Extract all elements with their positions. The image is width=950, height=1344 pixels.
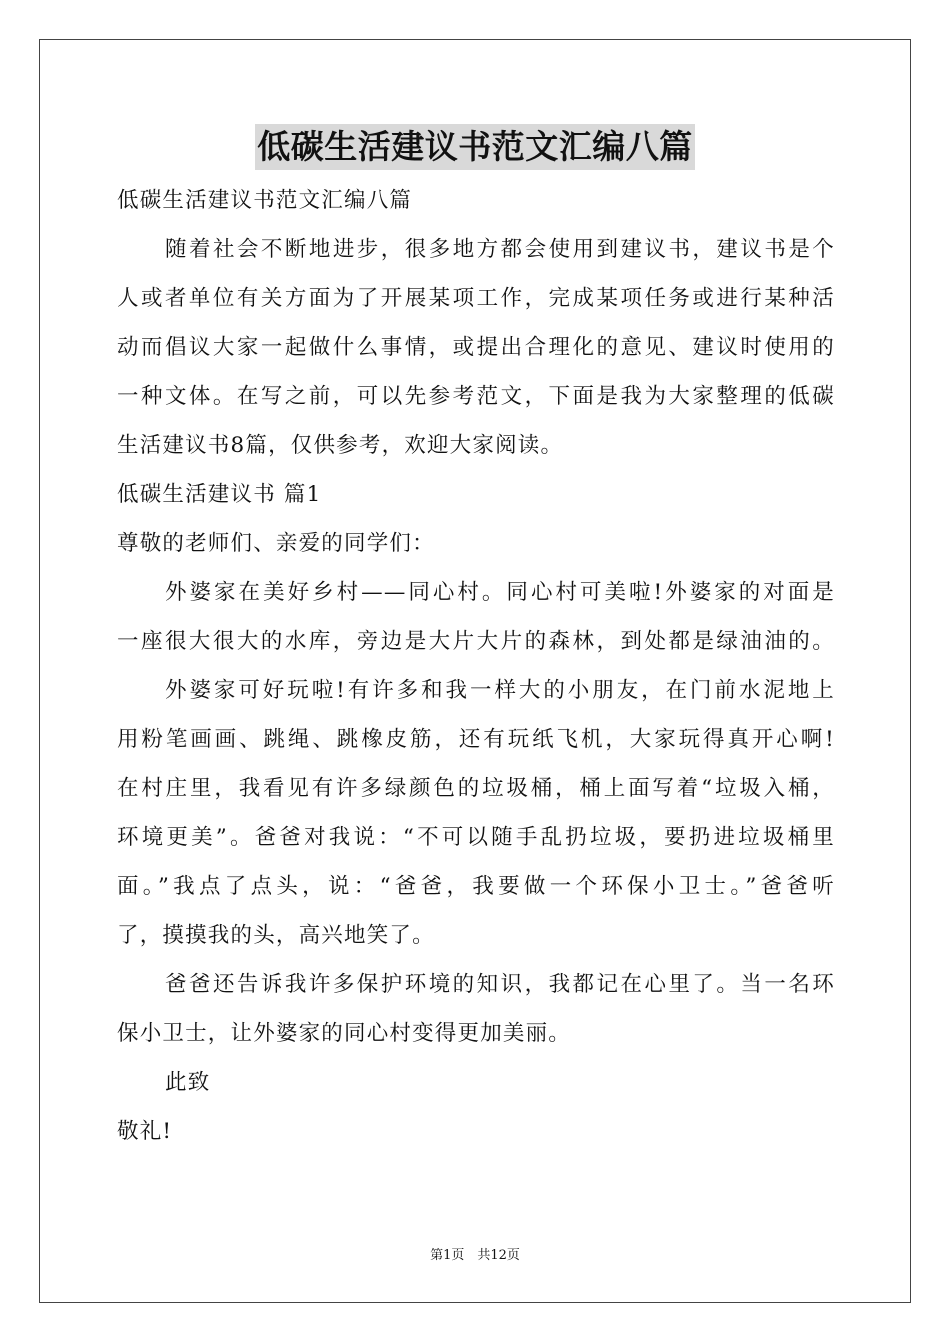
paragraph-line: 外婆家可好玩啦!有许多和我一样大的小朋友，在门前水泥地上 — [165, 678, 835, 703]
paragraph-line: 在村庄里，我看见有许多绿颜色的垃圾桶，桶上面写着“垃圾入桶， — [117, 776, 835, 801]
paragraph-line: 一座很大很大的水库，旁边是大片大片的森林，到处都是绿油油的。 — [117, 629, 835, 654]
paragraph-line: 生活建议书8篇，仅供参考，欢迎大家阅读。 — [117, 433, 564, 458]
paragraph-line: 一种文体。在写之前，可以先参考范文，下面是我为大家整理的低碳 — [117, 384, 835, 409]
closing-line: 敬礼! — [117, 1119, 173, 1144]
title-container — [0, 124, 950, 170]
paragraph-line: 环境更美”。爸爸对我说：“不可以随手乱扔垃圾，要扔进垃圾桶里 — [117, 825, 835, 850]
paragraph-line: 用粉笔画画、跳绳、跳橡皮筋，还有玩纸飞机，大家玩得真开心啊! — [117, 727, 835, 752]
document-body — [117, 176, 835, 1156]
salutation-line: 尊敬的老师们、亲爱的同学们： — [117, 531, 435, 556]
document-title: 低碳生活建议书范文汇编八篇 — [255, 124, 695, 170]
paragraph-line: 动而倡议大家一起做什么事情，或提出合理化的意见、建议时使用的 — [117, 335, 835, 360]
paragraph-line: 人或者单位有关方面为了开展某项工作，完成某项任务或进行某种活 — [117, 286, 835, 311]
paragraph-line: 随着社会不断地进步，很多地方都会使用到建议书，建议书是个 — [165, 237, 835, 262]
section-heading: 低碳生活建议书 篇1 — [117, 482, 322, 507]
paragraph-line: 面。”我点了点头，说：“爸爸，我要做一个环保小卫士。”爸爸听 — [117, 874, 835, 899]
page-footer: 第1页 共12页 — [430, 1248, 520, 1263]
paragraph-line: 了，摸摸我的头，高兴地笑了。 — [117, 923, 435, 948]
paragraph-line: 外婆家在美好乡村——同心村。同心村可美啦!外婆家的对面是 — [165, 580, 835, 605]
subtitle-line: 低碳生活建议书范文汇编八篇 — [117, 188, 413, 213]
paragraph-line: 爸爸还告诉我许多保护环境的知识，我都记在心里了。当一名环 — [165, 972, 835, 997]
closing-line: 此致 — [165, 1070, 211, 1095]
paragraph-line: 保小卫士，让外婆家的同心村变得更加美丽。 — [117, 1021, 572, 1046]
